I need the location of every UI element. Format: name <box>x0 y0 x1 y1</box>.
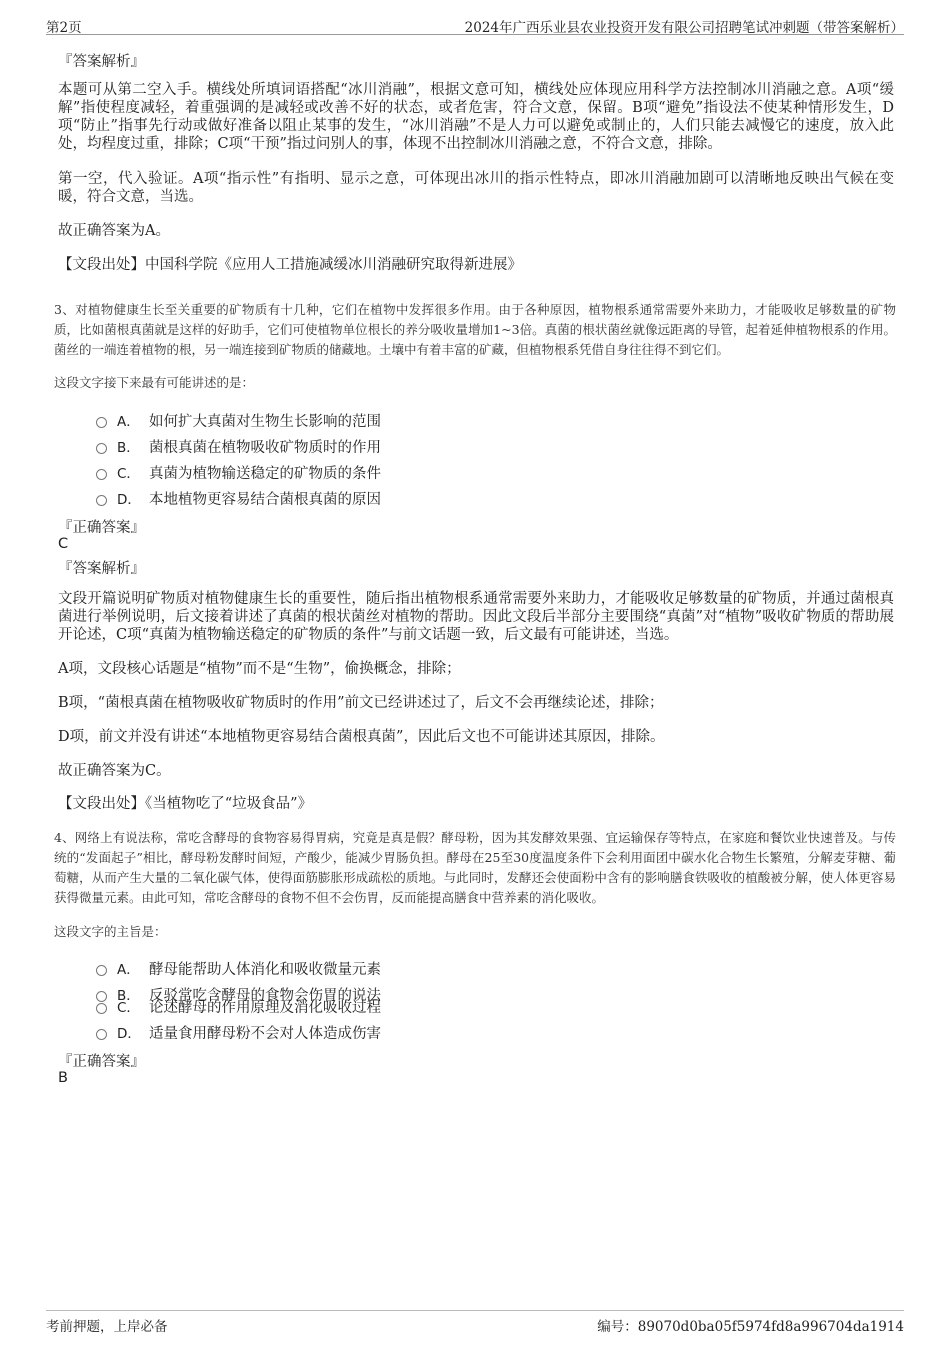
source-citation: 【文段出处】《当植物吃了“垃圾食品”》 <box>58 796 313 812</box>
analysis-paragraph: A项，文段核心话题是“植物”而不是“生物”，偷换概念，排除； <box>58 661 461 677</box>
option-text: 适量食用酵母粉不会对人体造成伤害 <box>149 1025 381 1042</box>
document-title: 2024年广西乐业县农业投资开发有限公司招聘笔试冲刺题（带答案解析） <box>464 20 904 36</box>
analysis-paragraph: D项，前文并没有讲述“本地植物更容易结合菌根真菌”，因此后文也不可能讲述其原因，排除。 <box>58 729 665 745</box>
question-prompt: 这段文字接下来最有可能讲述的是： <box>54 375 255 390</box>
correct-answer-heading: 『正确答案』 <box>58 520 145 536</box>
option-letter: D． <box>117 492 141 508</box>
question-text: 4、网络上有说法称，常吃含酵母的食物容易得胃病，究竟是真是假？酵母粉，因为其发酵效果强、宜运输保存等特点，在家庭和餐饮业快速普及。与传统的“发面起子”相比，酵母粉发酵时间短，产酸少，能减少胃肠负担。酵母在25至30度温度条件下会利用面团中碳水化合物生长繁殖，分解麦芽糖、葡萄糖，从而产生大量的二氧化碳气体，使得面筋膨胀形成疏松的质地。与此同时，发酵还会使面粉中含有的影响膳食铁吸收的植酸被分解，使人体更容易获得微量元素。由此可知，常吃含酵母的食物不但不会伤胃，反而能提高膳食中营养素的消化吸收。 <box>54 830 896 905</box>
option-text: 本地植物更容易结合菌根真菌的原因 <box>149 491 381 508</box>
option-text: 如何扩大真菌对生物生长影响的范围 <box>149 413 381 430</box>
radio-icon[interactable] <box>96 443 107 454</box>
analysis-paragraph: B项，“菌根真菌在植物吸收矿物质时的作用”前文已经讲述过了，后文不会再继续论述，排除； <box>58 695 664 711</box>
radio-icon[interactable] <box>96 1003 107 1014</box>
radio-icon[interactable] <box>96 965 107 976</box>
document-serial: 编号：89070d0ba05f5974fd8a996704da1914 <box>597 1319 904 1335</box>
radio-icon[interactable] <box>96 469 107 480</box>
question-text: 3、对植物健康生长至关重要的矿物质有十几种，它们在植物中发挥很多作用。由于各种原因，植物根系通常需要外来助力，才能吸收足够数量的矿物质，比如菌根真菌就是这样的好助手，它们可使植物单位根长的养分吸收量增加1~3倍。真菌的根状菌丝就像远距离的导管，起着延伸植物根系的作用。菌丝的一端连着植物的根，另一端连接到矿物质的储藏地。土壤中有着丰富的矿藏，但植物根系凭借自身往往得不到它们。 <box>54 302 896 357</box>
source-citation: 【文段出处】中国科学院《应用人工措施减缓冰川消融研究取得新进展》 <box>58 257 522 273</box>
option-letter: B． <box>117 988 140 1004</box>
option-text: 菌根真菌在植物吸收矿物质时的作用 <box>149 439 381 456</box>
radio-icon[interactable] <box>96 1029 107 1040</box>
option-text: 真菌为植物输送稳定的矿物质的条件 <box>149 465 381 482</box>
option-a[interactable] <box>96 958 381 978</box>
option-c[interactable] <box>96 996 381 1016</box>
option-d[interactable] <box>96 488 381 508</box>
option-letter: A． <box>117 962 140 978</box>
correct-answer-heading: 『正确答案』 <box>58 1054 145 1070</box>
analysis-paragraph: 本题可从第二空入手。横线处所填词语搭配“冰川消融”，根据文意可知，横线处应体现应用科学方法控制冰川消融之意。A项“缓解”指使程度减轻，着重强调的是减轻或改善不好的状态，或者危害，符合文意，保留。B项“避免”指设法不使某种情形发生，D项“防止”指事先行动或做好准备以阻止某事的发生，“冰川消融”不是人力可以避免或制止的，人们只能去减慢它的速度，放入此处，均程度过重，排除；C项“干预”指过问别人的事，体现不出控制冰川消融之意，不符合文意，排除。 <box>58 82 894 152</box>
analysis-heading: 『答案解析』 <box>58 54 145 70</box>
correct-answer: C <box>58 536 69 552</box>
answer-conclusion: 故正确答案为A。 <box>58 223 170 239</box>
option-c[interactable] <box>96 462 381 482</box>
answer-conclusion: 故正确答案为C。 <box>58 763 171 779</box>
page-number: 第2页 <box>46 20 82 36</box>
question-prompt: 这段文字的主旨是： <box>54 924 167 939</box>
option-letter: A． <box>117 414 140 430</box>
page-footer <box>46 1310 904 1335</box>
analysis-paragraph: 第一空，代入验证。A项“指示性”有指明、显示之意，可体现出冰川的指示性特点，即冰川消融加剧可以清晰地反映出气候在变暖，符合文意，当选。 <box>58 171 894 205</box>
option-text: 酵母能帮助人体消化和吸收微量元素 <box>149 961 381 978</box>
option-letter: D． <box>117 1026 141 1042</box>
footer-slogan: 考前押题，上岸必备 <box>46 1319 168 1335</box>
page-header <box>46 14 904 35</box>
option-d[interactable] <box>96 1022 381 1042</box>
option-letter: C． <box>117 1000 140 1016</box>
analysis-paragraph: 文段开篇说明矿物质对植物健康生长的重要性，随后指出植物根系通常需要外来助力，才能吸收足够数量的矿物质，并通过菌根真菌进行举例说明，后文接着讲述了真菌的根状菌丝对植物的帮助。因此文段后半部分主要围绕“真菌”对“植物”吸收矿物质的帮助展开论述，C项“真菌为植物输送稳定的矿物质的条件”与前文话题一致，后文最有可能讲述，当选。 <box>58 591 894 643</box>
option-letter: B． <box>117 440 140 456</box>
analysis-heading: 『答案解析』 <box>58 561 145 577</box>
option-text: 反驳常吃含酵母的食物会伤胃的说法 <box>149 987 381 1004</box>
correct-answer: B <box>58 1070 68 1086</box>
option-a[interactable] <box>96 410 381 430</box>
radio-icon[interactable] <box>96 495 107 506</box>
radio-icon[interactable] <box>96 417 107 428</box>
option-letter: C． <box>117 466 140 482</box>
option-text: 论述酵母的作用原理及消化吸收过程 <box>149 999 381 1016</box>
option-b[interactable] <box>96 436 381 456</box>
